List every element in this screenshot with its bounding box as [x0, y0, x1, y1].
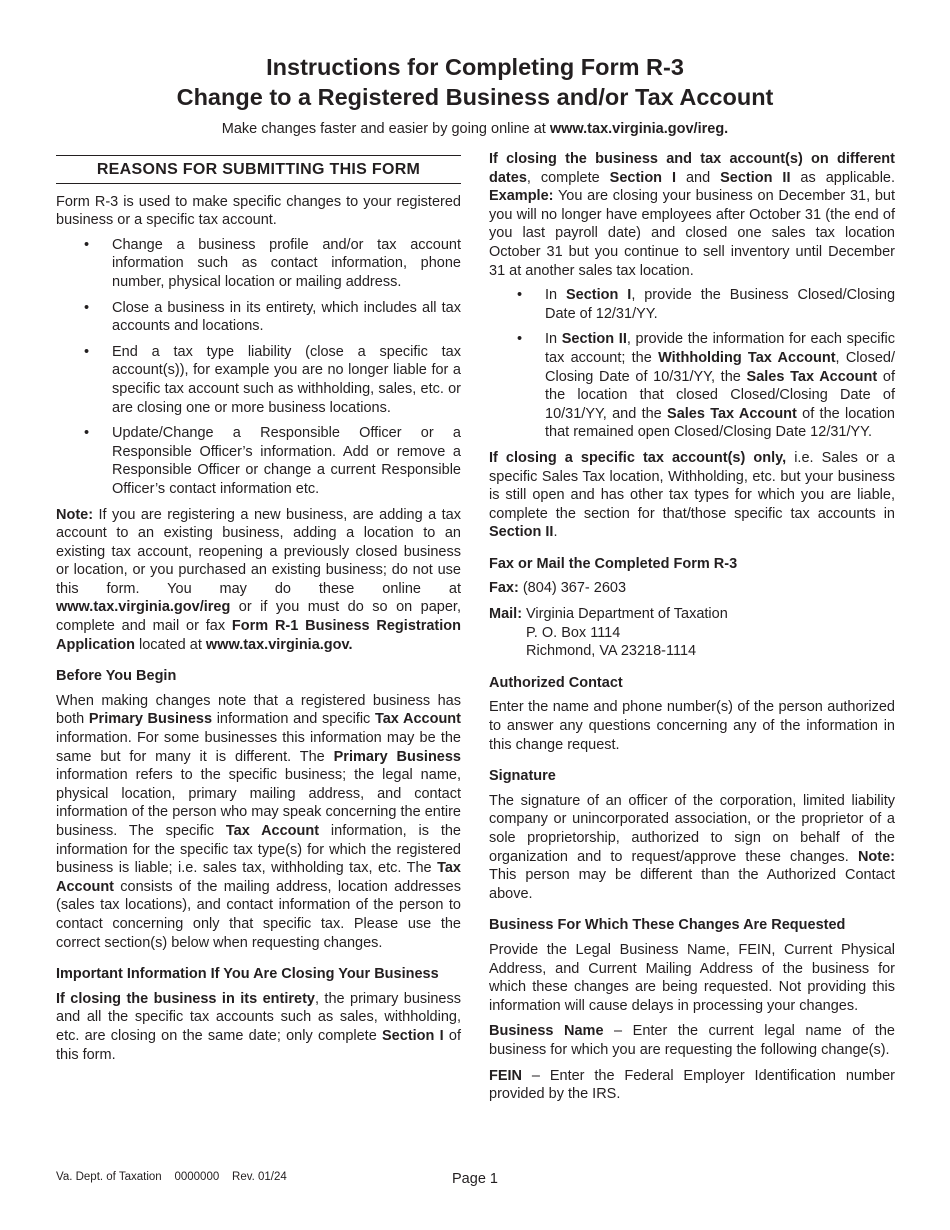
signature-paragraph: The signature of an officer of the corporation, limited liability company or unincorporated association, or the proprietor of a sole proprietorship, authorized to sign on behalf of the organization and to request/approve these changes. Note: This person may be different than the Authorized Contact above.: [489, 792, 895, 902]
list-item: • Close a business in its entirety, which includes all tax accounts and locations.: [84, 299, 461, 335]
fein-paragraph: FEIN – Enter the Federal Employer Identification number provided by the IRS.: [489, 1067, 895, 1103]
online-notice: Make changes faster and easier by going online at www.tax.virginia.gov/ireg.: [221, 121, 729, 137]
section-heading: REASONS FOR SUBMITTING THIS FORM: [56, 155, 461, 184]
business-paragraph: Provide the Legal Business Name, FEIN, Current Physical Address, and Current Mailing Address of the business for which these changes are being requested. Not providing this information will cause delays in processing your changes.: [489, 941, 895, 1014]
list-item: • In Section II, provide the information for each specific tax account; the Withholding Tax Account, Closed/ Closing Date of 10/31/YY, the Sales Tax Account of the location that closed Closed/Closing Date of 10/31/YY, and the Sales Tax Account of the location that remained open Closed/Closing Date 12/31/YY.: [517, 331, 896, 441]
signature-heading: Signature: [489, 768, 556, 785]
business-name-paragraph: Business Name – Enter the current legal name of the business for which you are requesting the following change(s).: [489, 1023, 895, 1058]
page-title: Instructions for Completing Form R-3: [266, 54, 684, 80]
authorized-contact-heading: Authorized Contact: [489, 674, 623, 691]
list-item: • Update/Change a Responsible Officer or a Responsible Officer’s information. Add or remove a Responsible Officer or change a current Responsible Officer’s contact information etc.: [84, 425, 461, 497]
specific-account-paragraph: If closing a specific tax account(s) only, i.e. Sales or a specific Sales Tax location, Withholding, etc. but your business is still open and has other tax types for which you are liable, complete the section for that/those specific tax accounts in Section II.: [489, 449, 895, 541]
list-item: • End a tax type liability (close a specific tax account(s)), for example you are no longer liable for a specific tax account such as withholding, sales, etc. or are closing one or more business locations.: [84, 343, 461, 416]
authorized-contact-paragraph: Enter the name and phone number(s) of the person authorized to answer any questions concerning any of the information in this change request.: [489, 699, 895, 753]
ireg-link[interactable]: www.tax.virginia.gov/ireg.: [549, 121, 729, 137]
closing-heading: Important Information If You Are Closing Your Business: [56, 966, 439, 983]
business-heading: Business For Which These Changes Are Requested: [489, 917, 846, 934]
closing-paragraph: If closing the business in its entirety, the primary business and all the specific tax accounts such as sales, withholding, etc. are closing on the same date; only complete Section I of this form.: [56, 990, 461, 1063]
tax-site-link[interactable]: www.tax.virginia.gov.: [205, 636, 353, 653]
list-item: • Change a business profile and/or tax account information such as contact information, phone number, physical location or mailing address.: [84, 236, 461, 290]
intro-paragraph: Form R-3 is used to make specific changes to your registered business or a specific tax account.: [56, 193, 461, 229]
right-column: [489, 150, 895, 1104]
ireg-link[interactable]: www.tax.virginia.gov/ireg: [56, 599, 231, 616]
different-dates-paragraph: If closing the business and tax account(s) on different dates, complete Section I and Section II as applicable. Example: You are closing your business on December 31, but you will no longer have employees after October 31 (the end of you last payroll date) and closed one sales tax location October 31 but you continue to sell inventory until December 31 at another sales tax location.: [489, 151, 896, 279]
before-paragraph: When making changes note that a registered business has both Primary Business information and specific Tax Account information. For some businesses this information may be the same but for many it is different. The Primary Business information refers to the specific business; the legal name, physical location, primary mailing address, and contact information of the person who may speak concerning the entire business. The specific Tax Account information, is the information for the specific tax type(s) for which the registered business is liable; i.e. sales tax, withholding tax, etc. The Tax Account consists of the mailing address, location addresses (sales tax locations), and contact information of the person to contact concerning only that specific tax. Please use the correct section(s) below when requesting changes.: [56, 692, 461, 951]
form-footer: Va. Dept. of Taxation 0000000 Rev. 01/24: [56, 1171, 287, 1183]
before-heading: Before You Begin: [56, 668, 177, 685]
page-number: Page 1: [452, 1171, 498, 1187]
reasons-list: [56, 236, 461, 499]
fax-mail-heading: Fax or Mail the Completed Form R-3: [489, 555, 738, 572]
list-item: • In Section I, provide the Business Closed/Closing Date of 12/31/YY.: [517, 287, 896, 322]
mail-address: Mail: Virginia Department of Taxation P. O. Box 1114 Richmond, VA 23218-1114: [489, 606, 728, 660]
note-paragraph: Note: If you are registering a new business, are adding a tax account to an existing business, adding a location to an existing tax account, reopening a previously closed business or location, or you purchased an existing business; do not use this form. You may do these online at www.tax.virginia.gov/ireg or if you must do so on paper, complete and mail or fax Form R-1 Business Registration Application located at www.tax.virginia.gov.: [56, 506, 461, 653]
example-list: [489, 286, 895, 442]
fax-line: Fax: (804) 367- 2603: [489, 580, 627, 597]
left-column: [56, 150, 461, 1064]
page-subtitle-title: Change to a Registered Business and/or Tax Account: [176, 84, 774, 110]
